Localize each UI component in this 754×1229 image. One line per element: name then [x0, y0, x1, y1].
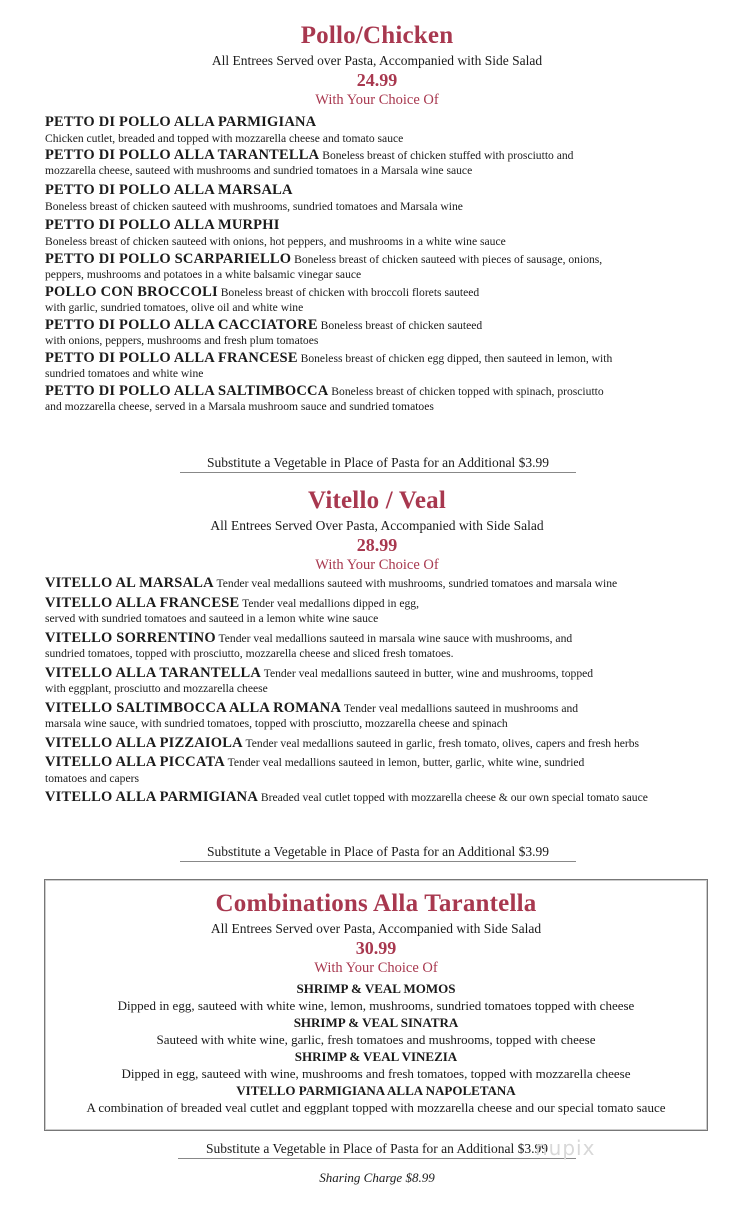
veal-items	[45, 576, 725, 806]
menu-item	[45, 701, 605, 732]
combo-item-name: VITELLO PARMIGIANA ALLA NAPOLETANA	[236, 1083, 516, 1098]
item-name: VITELLO ALLA TARANTELLA	[45, 664, 261, 681]
item-desc: Boneless breast of chicken sauteed with onions, hot peppers, and mushrooms in a white wine sauce	[45, 235, 506, 248]
menu-item	[45, 285, 485, 316]
combo-choice: With Your Choice Of	[314, 960, 438, 976]
menu-item	[45, 216, 725, 250]
item-name: VITELLO AL MARSALA	[45, 575, 214, 591]
item-desc: Tender veal medallions dipped in egg, served with sundried tomatoes and sauteed in a lemon white wine sauce	[45, 596, 419, 625]
item-desc: Chicken cutlet, breaded and topped with mozzarella cheese and tomato sauce	[45, 132, 404, 145]
menu-item	[45, 631, 605, 662]
item-name: PETTO DI POLLO ALLA TARANTELLA	[45, 146, 320, 163]
item-name: VITELLO ALLA PICCATA	[45, 754, 225, 770]
item-desc: Boneless breast of chicken sauteed with mushrooms, sundried tomatoes and Marsala wine	[45, 199, 463, 213]
combo-price: 30.99	[355, 938, 397, 958]
menu-item	[45, 181, 725, 215]
chicken-title: Pollo/Chicken	[300, 22, 454, 49]
menu-item	[45, 736, 725, 752]
item-desc: Tender veal medallions sauteed with mushrooms, sundried tomatoes and marsala wine	[216, 577, 618, 590]
item-desc: Tender veal medallions sauteed in lemon, butter, garlic, white wine, sundried tomatoes and capers	[45, 756, 585, 785]
chicken-substitute-note: Substitute a Vegetable in Place of Pasta for an Additional $3.99	[180, 454, 576, 473]
item-name: VITELLO SORRENTINO	[45, 629, 216, 646]
item-name: VITELLO ALLA PARMIGIANA	[45, 789, 259, 805]
chicken-price: 24.99	[356, 70, 398, 90]
sharing-charge: Sharing Charge $8.99	[319, 1170, 435, 1185]
item-name: VITELLO ALLA PIZZAIOLA	[45, 734, 243, 751]
menu-item	[45, 148, 605, 179]
item-desc: Tender veal medallions sauteed in marsala wine sauce with mushrooms, and sundried tomatoes, topped with prosciutto, mozzarella cheese and sliced fresh tomatoes.	[45, 631, 573, 660]
combo-subtitle: All Entrees Served over Pasta, Accompanied with Side Salad	[210, 921, 542, 936]
menu-item	[45, 755, 590, 786]
chicken-subtitle: All Entrees Served over Pasta, Accompanied with Side Salad	[211, 53, 543, 68]
item-desc: Tender veal medallions sauteed in garlic, fresh tomato, olives, capers and fresh herbs	[245, 736, 640, 750]
combo-substitute-note: Substitute a Vegetable in Place of Pasta for an Additional $3.99	[178, 1140, 576, 1159]
combo-item-desc: Dipped in egg, sauteed with wine, mushrooms and fresh tomatoes, topped with mozzarella cheese	[121, 1066, 631, 1081]
veal-choice: With Your Choice Of	[315, 557, 439, 573]
item-name: PETTO DI POLLO ALLA FRANCESE	[45, 349, 298, 366]
item-desc: Boneless breast of chicken topped with spinach, prosciutto and mozzarella cheese, served in a Marsala mushroom sauce and sundried tomatoes	[45, 384, 604, 413]
combo-item-desc: Dipped in egg, sauteed with white wine, lemon, mushrooms, sundried tomatoes topped with cheese	[117, 998, 635, 1013]
item-desc: Boneless breast of chicken stuffed with prosciutto and mozzarella cheese, sauteed with mushrooms and sundried tomatoes in a Marsala wine sauce	[45, 148, 574, 177]
item-desc: Boneless breast of chicken sauteed with onions, peppers, mushrooms and fresh plum tomatoes	[45, 318, 483, 347]
menu-item	[45, 384, 605, 415]
item-name: VITELLO SALTIMBOCCA ALLA ROMANA	[45, 699, 342, 716]
veal-title: Vitello / Veal	[308, 487, 446, 514]
item-desc: Tender veal medallions sauteed in butter, wine and mushrooms, topped with eggplant, prosciutto and mozzarella cheese	[45, 666, 594, 695]
item-name: PETTO DI POLLO ALLA MURPHI	[45, 217, 280, 233]
item-desc: Tender veal medallions sauteed in mushrooms and marsala wine sauce, with sundried tomatoes, topped with prosciutto, mozzarella cheese and spinach	[45, 701, 579, 730]
item-name: PETTO DI POLLO ALLA CACCIATORE	[45, 316, 318, 333]
item-name: PETTO DI POLLO ALLA MARSALA	[45, 181, 293, 198]
combo-item-desc: Sauteed with white wine, garlic, fresh tomatoes and mushrooms, topped with cheese	[156, 1032, 596, 1047]
item-desc: Boneless breast of chicken with broccoli florets sauteed with garlic, sundried tomatoes, olive oil and white wine	[45, 285, 480, 314]
veal-section	[0, 487, 754, 574]
veal-price: 28.99	[356, 535, 398, 555]
combo-title: Combinations Alla Tarantella	[215, 890, 537, 917]
item-name: PETTO DI POLLO SCARPARIELLO	[45, 250, 292, 267]
veal-substitute-note: Substitute a Vegetable in Place of Pasta for an Additional $3.99	[180, 843, 576, 862]
menu-item	[45, 790, 725, 806]
combo-item-name: SHRIMP & VEAL VINEZIA	[294, 1049, 458, 1064]
menu-item	[45, 666, 610, 697]
chicken-section	[0, 22, 754, 109]
menu-item	[45, 252, 615, 283]
item-name: PETTO DI POLLO ALLA SALTIMBOCCA	[45, 382, 329, 399]
combo-item-desc: A combination of breaded veal cutlet and eggplant topped with mozzarella cheese and our special tomato sauce	[86, 1100, 666, 1115]
item-desc: Boneless breast of chicken sauteed with pieces of sausage, onions, peppers, mushrooms and potatoes in a white balsamic vinegar sauce	[45, 252, 603, 281]
chicken-items	[45, 113, 725, 415]
menu-item	[45, 596, 445, 627]
chicken-choice: With Your Choice Of	[315, 92, 439, 108]
menu-item	[45, 113, 725, 147]
menu-item	[45, 576, 725, 592]
item-name: VITELLO ALLA FRANCESE	[45, 594, 240, 611]
combo-item-name: SHRIMP & VEAL SINATRA	[293, 1015, 459, 1030]
menu-item	[45, 318, 485, 349]
veal-subtitle: All Entrees Served Over Pasta, Accompanied with Side Salad	[210, 518, 544, 533]
combo-item-name: SHRIMP & VEAL MOMOS	[296, 981, 456, 996]
item-name: PETTO DI POLLO ALLA PARMIGIANA	[45, 114, 317, 130]
item-desc: Boneless breast of chicken egg dipped, then sauteed in lemon, with sundried tomatoes and white wine	[45, 351, 613, 380]
watermark-text: nupix	[535, 1136, 596, 1160]
item-name: POLLO CON BROCCOLI	[45, 283, 218, 300]
combinations-box	[44, 879, 708, 1131]
item-desc: Breaded veal cutlet topped with mozzarella cheese & our own special tomato sauce	[260, 791, 648, 804]
menu-item	[45, 351, 645, 382]
